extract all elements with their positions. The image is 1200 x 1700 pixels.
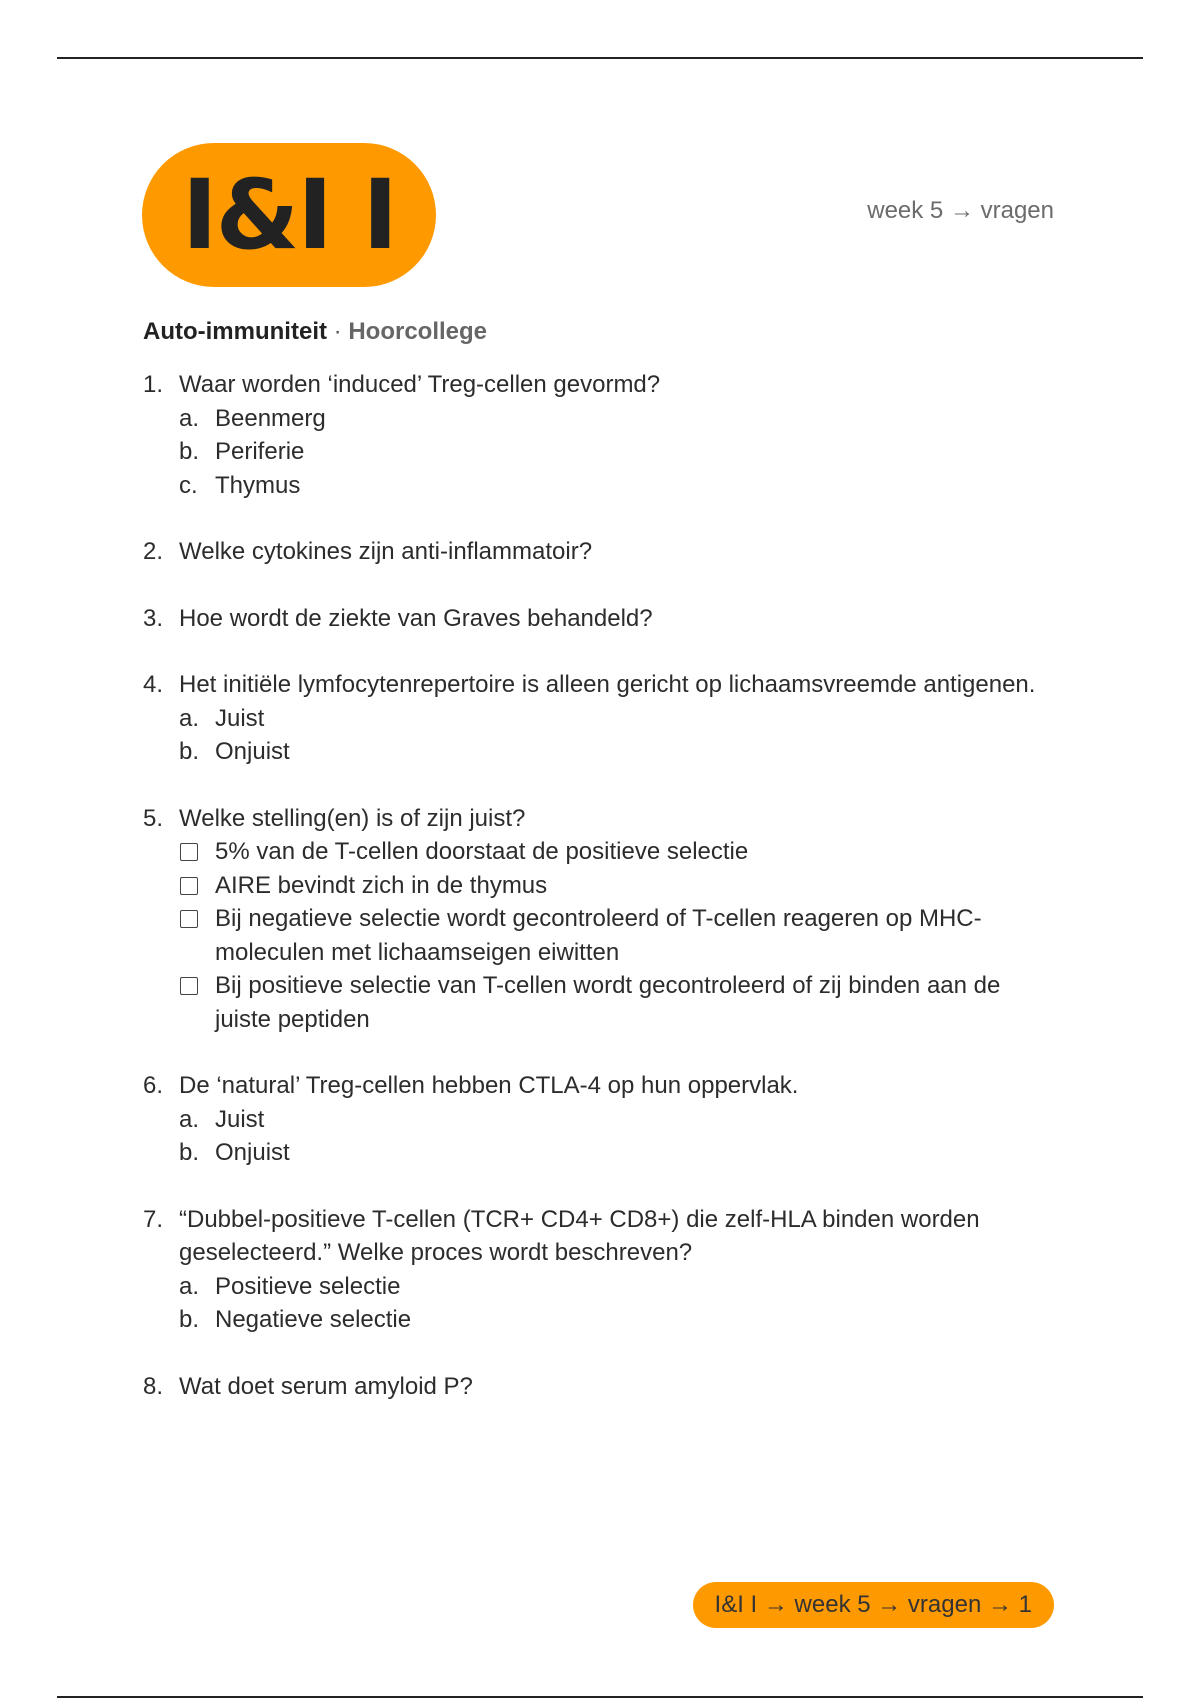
answer-option	[179, 735, 1063, 769]
course-title: Auto-immuniteit	[143, 318, 327, 345]
subtitle-separator: ·	[333, 318, 342, 345]
answer-option	[179, 1103, 1063, 1137]
statement-checklist	[179, 835, 1063, 1036]
option-letter: a.	[179, 404, 200, 432]
question-number: 5.	[143, 804, 164, 832]
breadcrumb: week 5 → vragen	[867, 197, 1054, 224]
answer-option	[179, 1270, 1063, 1304]
course-logo-text: I&I I	[181, 159, 397, 271]
course-logo	[142, 143, 436, 287]
answer-option	[179, 435, 1063, 469]
question-number: 7.	[143, 1205, 164, 1233]
question-item	[143, 602, 1063, 636]
option-text: Negatieve selectie	[215, 1306, 412, 1333]
answer-option	[179, 1303, 1063, 1337]
question-number: 8.	[143, 1372, 164, 1400]
option-text: Juist	[215, 704, 265, 732]
question-item	[143, 535, 1063, 569]
lecture-type: Hoorcollege	[348, 318, 488, 345]
bottom-divider	[57, 1696, 1143, 1698]
statement-item	[179, 902, 1063, 969]
statement-item	[179, 969, 1063, 1036]
option-letter: a.	[179, 704, 200, 732]
option-text: Onjuist	[215, 1139, 290, 1166]
statement-item	[179, 869, 1063, 903]
question-text: Het initiële lymfocytenrepertoire is alleen gericht op lichaamsvreemde antigenen.	[179, 671, 1036, 698]
question-text: Welke stelling(en) is of zijn juist?	[179, 804, 526, 832]
checkbox-icon	[180, 843, 198, 861]
answer-option	[179, 1136, 1063, 1170]
question-item	[143, 1370, 1063, 1404]
question-text: De ‘natural’ Treg-cellen hebben CTLA-4 op hun oppervlak.	[179, 1072, 799, 1099]
option-text: Positieve selectie	[215, 1272, 401, 1300]
checkbox-icon	[180, 910, 198, 928]
answer-options	[179, 402, 1063, 503]
statement-item	[179, 835, 1063, 869]
checkbox-icon	[180, 977, 198, 995]
option-text: Juist	[215, 1105, 265, 1133]
option-letter: a.	[179, 1272, 200, 1300]
statement-text: AIRE bevindt zich in de thymus	[215, 871, 548, 899]
question-number: 6.	[143, 1072, 164, 1099]
option-letter: b.	[179, 1306, 200, 1333]
question-text: Hoe wordt de ziekte van Graves behandeld?	[179, 604, 653, 632]
option-letter: b.	[179, 738, 200, 765]
footer-page-label: I&I I → week 5 → vragen → 1	[693, 1582, 1054, 1628]
answer-options	[179, 702, 1063, 769]
option-letter: c.	[179, 471, 198, 499]
question-list	[143, 368, 1063, 1436]
answer-option	[179, 402, 1063, 436]
option-letter: b.	[179, 1139, 200, 1166]
question-text: Welke cytokines zijn anti-inflammatoir?	[179, 538, 593, 565]
checkbox-icon	[180, 877, 198, 895]
question-text: Wat doet serum amyloid P?	[179, 1372, 473, 1400]
question-number: 2.	[143, 538, 164, 565]
question-number: 1.	[143, 371, 164, 398]
question-item	[143, 802, 1063, 1037]
question-number: 4.	[143, 671, 164, 698]
answer-option	[179, 469, 1063, 503]
top-divider	[57, 57, 1143, 59]
question-item	[143, 668, 1063, 769]
answer-option	[179, 702, 1063, 736]
question-text: “Dubbel-positieve T-cellen (TCR+ CD4+ CD8+) die zelf-HLA binden worden geselecteerd.” Welke proces wordt beschreven?	[179, 1205, 980, 1266]
statement-text: Bij negatieve selectie wordt gecontroleerd of T-cellen reageren op MHC-moleculen met lichaamseigen eiwitten	[215, 905, 982, 966]
option-text: Periferie	[215, 438, 305, 465]
statement-text: 5% van de T-cellen doorstaat de positieve selectie	[215, 838, 749, 865]
option-text: Thymus	[215, 471, 301, 499]
question-text: Waar worden ‘induced’ Treg-cellen gevormd?	[179, 371, 661, 398]
answer-options	[179, 1270, 1063, 1337]
option-letter: a.	[179, 1105, 200, 1133]
statement-text: Bij positieve selectie van T-cellen wordt gecontroleerd of zij binden aan de juiste peptiden	[215, 972, 1001, 1033]
option-text: Onjuist	[215, 738, 290, 765]
option-letter: b.	[179, 438, 200, 465]
question-item	[143, 1203, 1063, 1337]
answer-options	[179, 1103, 1063, 1170]
option-text: Beenmerg	[215, 404, 326, 432]
question-item	[143, 1069, 1063, 1170]
section-subtitle	[143, 318, 487, 346]
question-item	[143, 368, 1063, 502]
question-number: 3.	[143, 604, 164, 632]
